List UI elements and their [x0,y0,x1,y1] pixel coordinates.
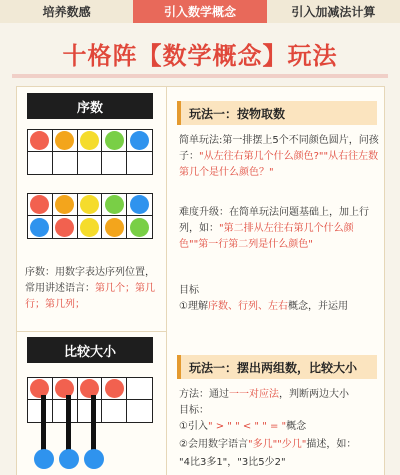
left-column [17,87,167,475]
ten-frame-cell [28,194,53,216]
ten-frame-cell [78,130,103,152]
ten-frame-cell [102,130,127,152]
ten-frame-cell [127,194,152,216]
counter-disc [105,195,124,214]
counter-disc [55,218,74,237]
counter-disc [105,379,124,398]
method2-goal1-suffix: 概念 [286,421,307,432]
pairing-line-3 [91,395,96,455]
ordinal-description [25,265,159,313]
counter-disc [30,218,49,237]
counter-disc [130,195,149,214]
ten-frame-cell [28,216,53,238]
counter-disc [55,195,74,214]
ten-frame-cell [53,130,78,152]
tab-math-concepts[interactable]: 引入数学概念 [133,0,266,23]
ordinal-desc-highlight: 第几个；第几行；第几列； [25,283,155,310]
pairing-line-1 [41,395,46,455]
ten-frame-cell [102,152,127,174]
method2-line1-highlight: 一一对应法 [229,389,279,400]
page-title: 十格阵【数学概念】玩法 [62,42,338,70]
ordinal-desc-text: 序数：用数字表达序列位置，常用讲述语言： [25,267,155,294]
method2-goal-label: 目标： [179,405,209,416]
ten-frame-cell [53,152,78,174]
ten-frame-cell [102,194,127,216]
ten-frame-cell [102,378,127,400]
ten-frame-cell [78,378,103,400]
ten-frame-ordinal-1 [27,129,153,175]
tab-bar [0,0,400,23]
method2-line1 [179,387,379,403]
method1-simple [179,133,379,181]
method1-goal [179,299,379,315]
counter-disc [30,379,49,398]
compare-blue-disc [84,449,104,469]
method2-line1-text: 方法：通过 [179,389,229,400]
method1-goal-label: 目标 [179,285,199,296]
ten-frame-cell [127,400,152,422]
pairing-line-2 [66,395,71,455]
right-column [167,87,386,475]
counter-disc [80,131,99,150]
counter-disc [130,218,149,237]
method1-goal-highlight: 序数、行列、左右 [207,301,288,312]
counter-disc [30,131,49,150]
ten-frame-cell [28,130,53,152]
counter-disc [105,218,124,237]
method1-goal-prefix: ①理解 [179,301,208,312]
method2-heading: 玩法一：摆出两组数，比较大小 [177,355,377,379]
counter-disc [130,131,149,150]
method2-goal2 [179,437,379,453]
counter-disc [55,131,74,150]
method2-goal1-highlight: " > " " < " " = " [207,421,287,432]
compare-label: 比较大小 [27,337,153,363]
compare-blue-disc [59,449,79,469]
ten-frame-ordinal-2 [27,193,153,239]
method1-simple-text: 简单玩法:第一排摆上5个不同颜色圆片，问孩子： [179,135,379,162]
ten-frame-cell [78,152,103,174]
tab-number-sense[interactable]: 培养数感 [42,5,91,19]
counter-disc [55,379,74,398]
ordinal-label: 序数 [27,93,153,119]
compare-blue-disc [34,449,54,469]
ten-frame-cell [28,152,53,174]
counter-disc [105,131,124,150]
ten-frame-cell [127,152,152,174]
method2-goal2-text: ②会用数字语言 [179,439,248,450]
method1-advanced [179,205,379,253]
ten-frame-cell [127,130,152,152]
method2-goal1 [179,419,379,435]
ten-frame-cell [127,378,152,400]
method1-advanced-text: 难度升级：在简单玩法问题基础上，加上行列，如： [179,207,369,234]
ten-frame-cell [78,194,103,216]
method2-goal2-highlight: "多几""少几" [247,439,307,450]
method2-line1-suffix: ，判断两边大小 [279,389,349,400]
method1-heading: 玩法一：按物取数 [177,101,377,125]
ten-frame-cell [102,216,127,238]
method2-goal2-suffix: 描述，如： [306,439,357,450]
method2-goal1-prefix: ①引入 [179,421,208,432]
method1-simple-highlight: "从左往右第几个什么颜色?""从右往左数第几个是什么颜色？" [179,151,379,178]
counter-disc [30,195,49,214]
content-frame [16,86,385,475]
counter-disc [80,195,99,214]
counter-disc [80,379,99,398]
ten-frame-cell [78,216,103,238]
method1-advanced-highlight: "第二排从左往右第几个什么颜色""第一行第二列是什么颜色" [179,223,354,250]
ten-frame-cell [127,216,152,238]
ten-frame-cell [53,194,78,216]
tab-addition-subtraction[interactable]: 引入加减法计算 [291,5,376,19]
section-divider [17,331,166,332]
ten-frame-cell [102,400,127,422]
title-underline [12,74,388,78]
counter-disc [80,218,99,237]
ten-frame-cell [53,216,78,238]
ten-frame-cell [78,400,103,422]
method2-example: "4比3多1"，"3比5少2" [179,457,286,468]
method1-goal-suffix: 概念，并运用 [287,301,348,312]
